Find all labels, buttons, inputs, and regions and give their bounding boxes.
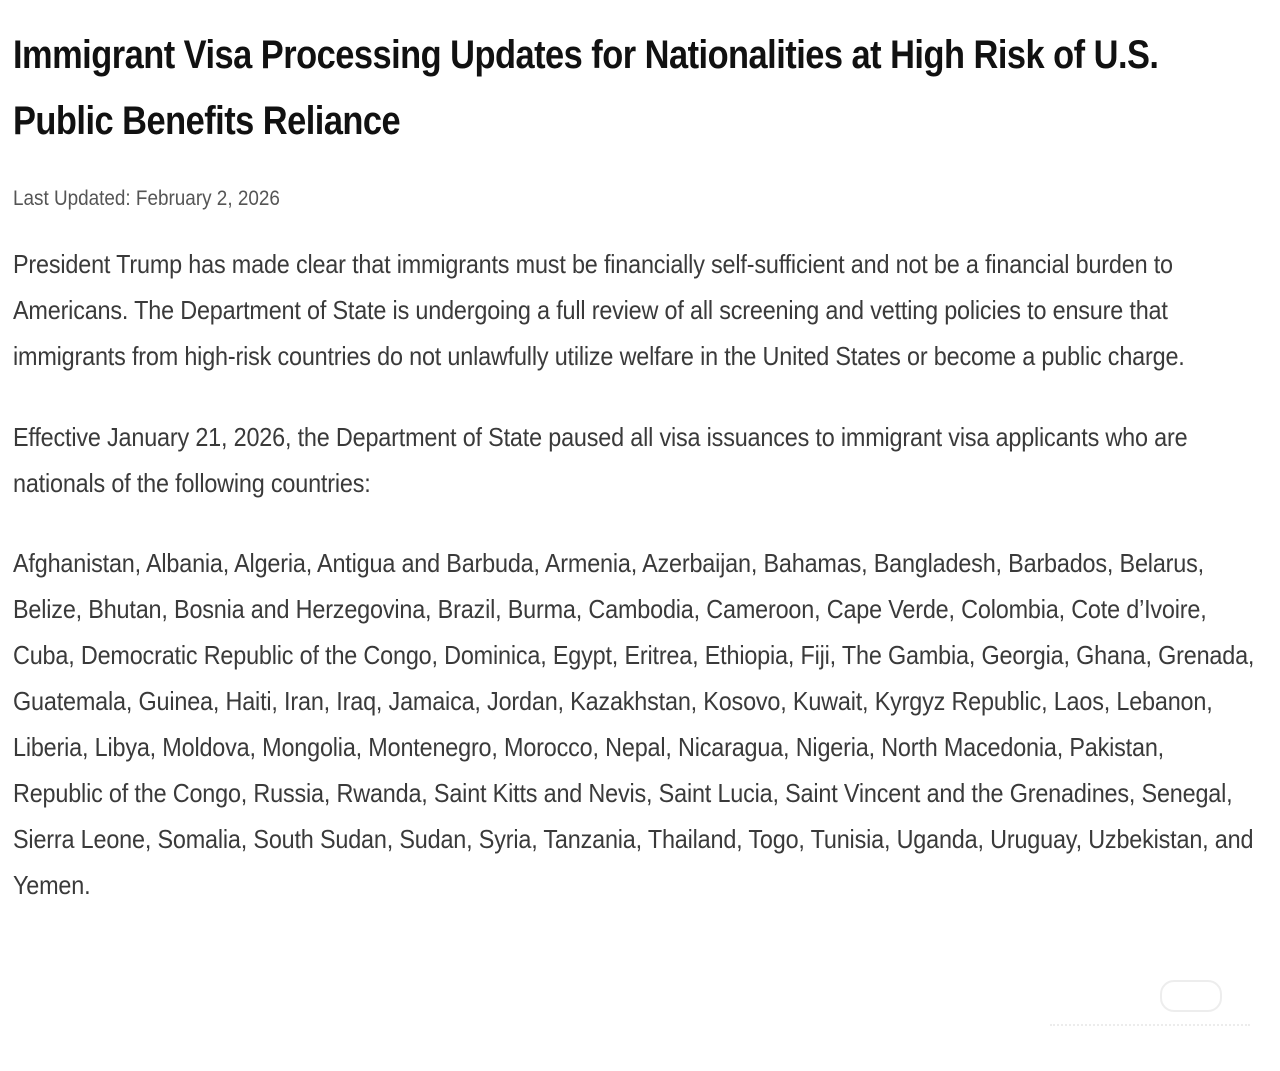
watermark-line xyxy=(1050,1024,1250,1032)
watermark-badge-icon xyxy=(1160,980,1222,1012)
effective-paragraph: Effective January 21, 2026, the Department of State paused all visa issuances to immigrant visa applicants who are nationals of the following countries: xyxy=(13,422,1188,498)
page-title: Immigrant Visa Processing Updates for Nationalities at High Risk of U.S. Public Benefits Reliance xyxy=(13,33,1159,143)
watermark xyxy=(1030,980,1250,1050)
intro-paragraph: President Trump has made clear that immigrants must be financially self-sufficient and not be a financial burden to Americans. The Department of State is undergoing a full review of all screening and vetting policies to ensure that immigrants from high-risk countries do not unlawfully utilize welfare in the United States or become a public charge. xyxy=(13,249,1185,371)
countries-list-paragraph: Afghanistan, Albania, Algeria, Antigua and Barbuda, Armenia, Azerbaijan, Bahamas, Bangladesh, Barbados, Belarus, Belize, Bhutan, Bosnia and Herzegovina, Brazil, Burma, Cambodia, Cameroon, Cape Verde, Colombia, Cote d’Ivoire, Cuba, Democratic Republic of the Congo, Dominica, Egypt, Eritrea, Ethiopia, Fiji, The Gambia, Georgia, Ghana, Grenada, Guatemala, Guinea, Haiti, Iran, Iraq, Jamaica, Jordan, Kazakhstan, Kosovo, Kuwait, Kyrgyz Republic, Laos, Lebanon, Liberia, Libya, Moldova, Mongolia, Montenegro, Morocco, Nepal, Nicaragua, Nigeria, North Macedonia, Pakistan, Republic of the Congo, Russia, Rwanda, Saint Kitts and Nevis, Saint Lucia, Saint Vincent and the Grenadines, Senegal, Sierra Leone, Somalia, South Sudan, Sudan, Syria, Tanzania, Thailand, Togo, Tunisia, Uganda, Uruguay, Uzbekistan, and Yemen. xyxy=(13,548,1255,900)
article xyxy=(13,0,1255,908)
last-updated: Last Updated: February 2, 2026 xyxy=(13,187,280,210)
